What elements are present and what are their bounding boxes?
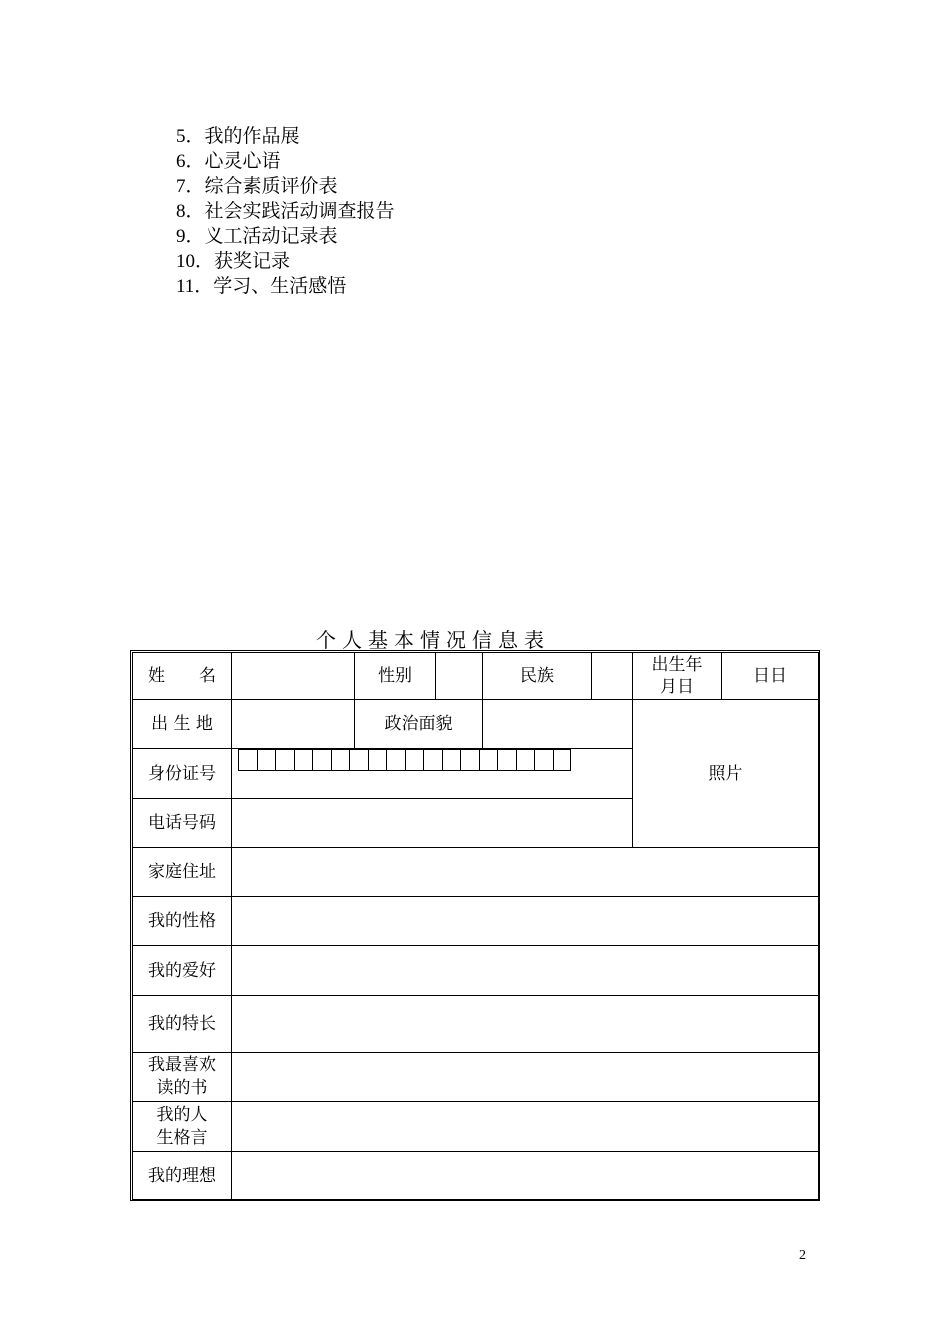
id-number-label: 身份证号 bbox=[133, 749, 232, 799]
phone-field[interactable] bbox=[232, 799, 633, 848]
name-label: 姓 名 bbox=[133, 653, 232, 700]
birth-date-field[interactable]: 日日 bbox=[722, 653, 819, 700]
id-digit-box[interactable] bbox=[460, 749, 479, 771]
gender-label: 性别 bbox=[355, 653, 436, 700]
address-label: 家庭住址 bbox=[133, 848, 232, 897]
id-digit-box[interactable] bbox=[553, 749, 572, 771]
id-digit-box[interactable] bbox=[386, 749, 405, 771]
toc-item: 11．学习、生活感悟 bbox=[176, 275, 347, 297]
personal-info-table bbox=[132, 652, 819, 1200]
id-digit-box[interactable] bbox=[257, 749, 276, 771]
hobbies-label: 我的爱好 bbox=[133, 946, 232, 996]
strengths-field[interactable] bbox=[232, 996, 819, 1053]
personality-label: 我的性格 bbox=[133, 897, 232, 946]
table-of-contents bbox=[176, 124, 395, 299]
ethnicity-label: 民族 bbox=[483, 653, 592, 700]
toc-item: 7．综合素质评价表 bbox=[176, 175, 338, 197]
id-digit-box[interactable] bbox=[312, 749, 331, 771]
id-digit-box[interactable] bbox=[331, 749, 350, 771]
id-digit-box[interactable] bbox=[275, 749, 294, 771]
id-number-field[interactable] bbox=[232, 749, 633, 799]
page-number: 2 bbox=[799, 1248, 806, 1263]
birth-date-label-line1: 出生年 bbox=[651, 655, 703, 675]
id-digit-box[interactable] bbox=[516, 749, 535, 771]
strengths-label: 我的特长 bbox=[133, 996, 232, 1053]
birth-date-label bbox=[633, 653, 722, 700]
gender-field[interactable] bbox=[436, 653, 483, 700]
photo-box[interactable]: 照片 bbox=[633, 700, 819, 848]
id-digit-box[interactable] bbox=[497, 749, 516, 771]
political-status-field[interactable] bbox=[483, 700, 633, 749]
id-digit-boxes[interactable] bbox=[238, 749, 632, 771]
id-digit-box[interactable] bbox=[423, 749, 442, 771]
favorite-book-label-line2: 读的书 bbox=[156, 1078, 208, 1098]
id-digit-box[interactable] bbox=[349, 749, 368, 771]
motto-field[interactable] bbox=[232, 1102, 819, 1152]
id-digit-box[interactable] bbox=[368, 749, 387, 771]
personality-field[interactable] bbox=[232, 897, 819, 946]
hobbies-field[interactable] bbox=[232, 946, 819, 996]
id-digit-box[interactable] bbox=[405, 749, 424, 771]
id-digit-box[interactable] bbox=[238, 749, 257, 771]
ideal-label: 我的理想 bbox=[133, 1152, 232, 1200]
toc-item: 9．义工活动记录表 bbox=[176, 225, 338, 247]
toc-item: 10．获奖记录 bbox=[176, 250, 291, 272]
id-digit-box[interactable] bbox=[294, 749, 313, 771]
id-digit-box[interactable] bbox=[479, 749, 498, 771]
toc-item: 6．心灵心语 bbox=[176, 150, 281, 172]
form-title: 个人基本情况信息表 bbox=[316, 628, 550, 652]
toc-item: 5．我的作品展 bbox=[176, 125, 300, 147]
birth-date-label-line2: 月日 bbox=[660, 677, 694, 697]
ethnicity-field[interactable] bbox=[592, 653, 633, 700]
name-field[interactable] bbox=[232, 653, 355, 700]
favorite-book-field[interactable] bbox=[232, 1053, 819, 1102]
motto-label-line1: 我的人 bbox=[156, 1104, 208, 1125]
address-field[interactable] bbox=[232, 848, 819, 897]
toc-item: 8．社会实践活动调查报告 bbox=[176, 200, 395, 222]
motto-label bbox=[133, 1102, 232, 1152]
favorite-book-label-line1: 我最喜欢 bbox=[148, 1055, 216, 1075]
motto-label-line2: 生格言 bbox=[156, 1127, 208, 1148]
phone-label: 电话号码 bbox=[133, 799, 232, 848]
birthplace-field[interactable] bbox=[232, 700, 355, 749]
birthplace-label: 出 生 地 bbox=[133, 700, 232, 749]
id-digit-box[interactable] bbox=[442, 749, 461, 771]
id-digit-box[interactable] bbox=[534, 749, 553, 771]
ideal-field[interactable] bbox=[232, 1152, 819, 1200]
political-status-label: 政治面貌 bbox=[355, 700, 483, 749]
favorite-book-label bbox=[133, 1053, 232, 1102]
